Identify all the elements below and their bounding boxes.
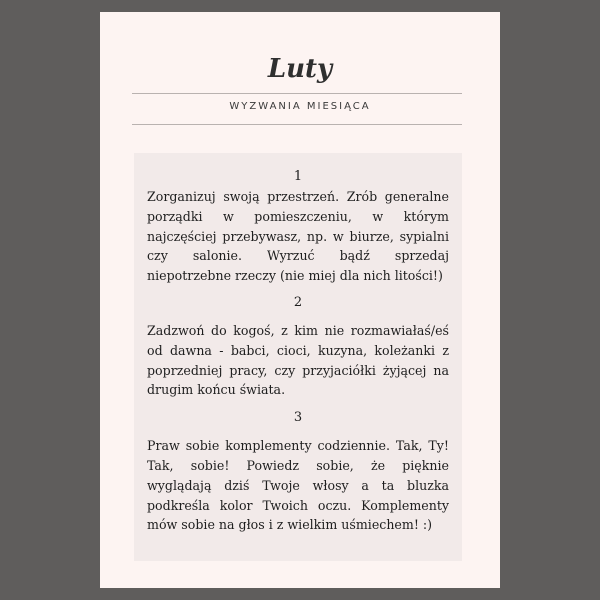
challenge-number: 2 xyxy=(293,294,303,310)
challenge-card xyxy=(100,12,500,588)
challenge-item xyxy=(147,408,449,535)
page-subtitle: WYZWANIA MIESIĄCA xyxy=(229,101,371,112)
challenge-number: 1 xyxy=(293,169,303,184)
challenge-text: Zadzwoń do kogoś, z kim nie rozmawiałaś/eś od dawna - babci, cioci, kuzyna, koleżanki z poprzedniej pracy, czy przyjaciółki żyjącej na drugim końcu świata. xyxy=(147,322,449,398)
challenges-panel xyxy=(134,153,462,561)
challenge-text: Zorganizuj swoją przestrzeń. Zrób generalne porządki w pomieszczeniu, w którym najczęściej przebywasz, np. w biurze, sypialni czy salonie. Wyrzuć bądź sprzedaj niepotrzebne rzeczy (nie miej dla nich litości!) xyxy=(147,189,449,284)
challenge-text: Praw sobie komplementy codziennie. Tak, Ty! Tak, sobie! Powiedz sobie, że pięknie wyglądają dziś Twoje włosy a ta bluzka podkreśla kolor Twoich oczu. Komplementy mów sobie na głos i z wielkim uśmiechem! :) xyxy=(147,438,449,533)
divider-bottom xyxy=(132,124,462,125)
page-title: Luty xyxy=(267,54,333,84)
divider-top xyxy=(132,93,462,94)
challenge-item xyxy=(147,293,449,400)
challenge-number: 3 xyxy=(293,410,303,426)
challenge-item xyxy=(147,167,449,286)
